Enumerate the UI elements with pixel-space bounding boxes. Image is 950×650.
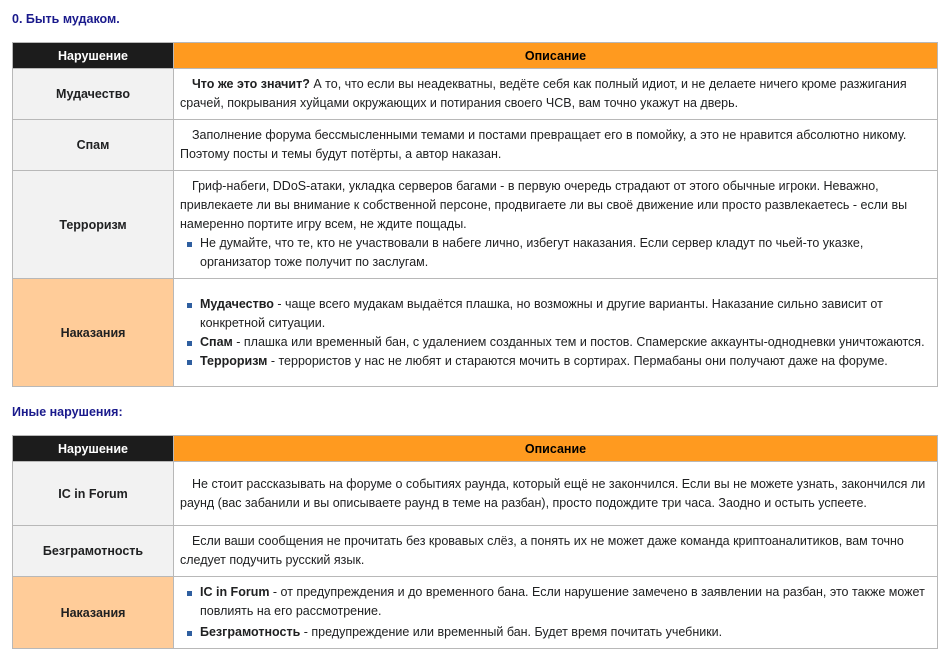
header-violation: Нарушение — [13, 43, 174, 69]
table-row — [13, 120, 938, 171]
table-header-row — [13, 43, 938, 69]
table-row — [13, 577, 938, 649]
header-violation: Нарушение — [13, 436, 174, 462]
desc-lead: Что же это значит? — [192, 77, 310, 91]
punish-text: - предупреждение или временный бан. Будет время почитать учебники. — [300, 625, 723, 639]
row-label-spam: Спам — [13, 120, 174, 171]
list-item — [180, 623, 929, 642]
list-item — [180, 352, 929, 371]
rules-table-1 — [12, 42, 938, 387]
desc-bullet-list — [180, 234, 929, 272]
row-label-terrorism: Терроризм — [13, 171, 174, 279]
desc-paragraph: Гриф-набеги, DDoS-атаки, укладка серверов багами - в первую очередь страдают от этого обычные игроки. Неважно, привлекаете ли вы внимание к собственной персоне, продвигаете ли вы своё движение или просто развлекаетесь - если вы намеренно портите игру всем, не ждите пощады. — [180, 179, 908, 231]
punish-term: Спам — [200, 334, 233, 349]
row-desc-ic-in-forum — [174, 462, 938, 526]
rules-table-2 — [12, 435, 938, 649]
row-desc-jerk — [174, 69, 938, 120]
list-item — [180, 333, 929, 352]
table-row — [13, 171, 938, 279]
row-desc-punishments — [174, 279, 938, 387]
desc-paragraph: Если ваши сообщения не прочитать без кровавых слёз, а понять их не может даже команда криптоаналитиков, вам точно следует подучить русский язык. — [180, 534, 904, 567]
row-label-jerk: Мудачество — [13, 69, 174, 120]
table-row — [13, 526, 938, 577]
row-desc-punishments — [174, 577, 938, 649]
punish-term: Безграмотность — [200, 625, 301, 639]
row-label-ic-in-forum: IC in Forum — [13, 462, 174, 526]
section-title-other-violations: Иные нарушения: — [12, 405, 123, 419]
list-item: Не думайте, что те, кто не участвовали в набеге лично, избегут наказания. Если сервер кладут по чьей-то указке, организатор тоже получит по заслугам. — [180, 234, 929, 272]
desc-paragraph: Не стоит рассказывать на форуме о событиях раунда, который ещё не закончился. Если вы не можете узнать, закончился ли раунд (вас забанили и вы описываете раунд в теме на разбан), просто подождите три часа. Заодно и остыть успеете. — [180, 476, 926, 510]
row-label-illiteracy: Безграмотность — [13, 526, 174, 577]
punish-term: IC in Forum — [200, 585, 270, 599]
row-desc-terrorism — [174, 171, 938, 279]
table-header-row — [13, 436, 938, 462]
header-description: Описание — [174, 436, 938, 462]
table-row — [13, 279, 938, 387]
row-label-punishments: Наказания — [13, 577, 174, 649]
list-item — [180, 583, 929, 621]
desc-text: А то, что если вы неадекватны, ведёте себя как полный идиот, и не делаете ничего кроме разжигания срачей, покрывания хуйцами окружающих и потирания своего ЧСВ, вам точно укажут на дверь. — [180, 77, 907, 110]
punish-text: - террористов у нас не любят и стараются мочить в сортирах. Пермабаны они получают даже на форуме. — [267, 353, 888, 368]
punish-text: - чаще всего мудакам выдаётся плашка, но возможны и другие варианты. Наказание сильно зависит от конкретной ситуации. — [200, 296, 883, 330]
row-desc-spam — [174, 120, 938, 171]
table-row — [13, 69, 938, 120]
section-title-be-a-jerk: 0. Быть мудаком. — [12, 12, 120, 26]
desc-paragraph: Заполнение форума бессмысленными темами и постами превращает его в помойку, а это не нравится абсолютно никому. Поэтому посты и темы будут потёрты, а автор наказан. — [180, 128, 907, 161]
punish-text: - плашка или временный бан, с удалением созданных тем и постов. Спамерские аккаунты-однодневки уничтожаются. — [232, 334, 925, 349]
header-description: Описание — [174, 43, 938, 69]
punishment-list — [180, 295, 929, 371]
desc-paragraph — [180, 75, 929, 113]
row-desc-illiteracy — [174, 526, 938, 577]
row-label-punishments: Наказания — [13, 279, 174, 387]
list-item — [180, 295, 929, 333]
punish-term: Терроризм — [200, 353, 268, 368]
table-row — [13, 462, 938, 526]
punish-term: Мудачество — [200, 296, 274, 311]
punish-text: - от предупреждения и до временного бана. Если нарушение замечено в заявлении на разбан, это также может повлиять на его рассмотрение. — [200, 585, 925, 618]
punishment-list — [180, 583, 929, 642]
